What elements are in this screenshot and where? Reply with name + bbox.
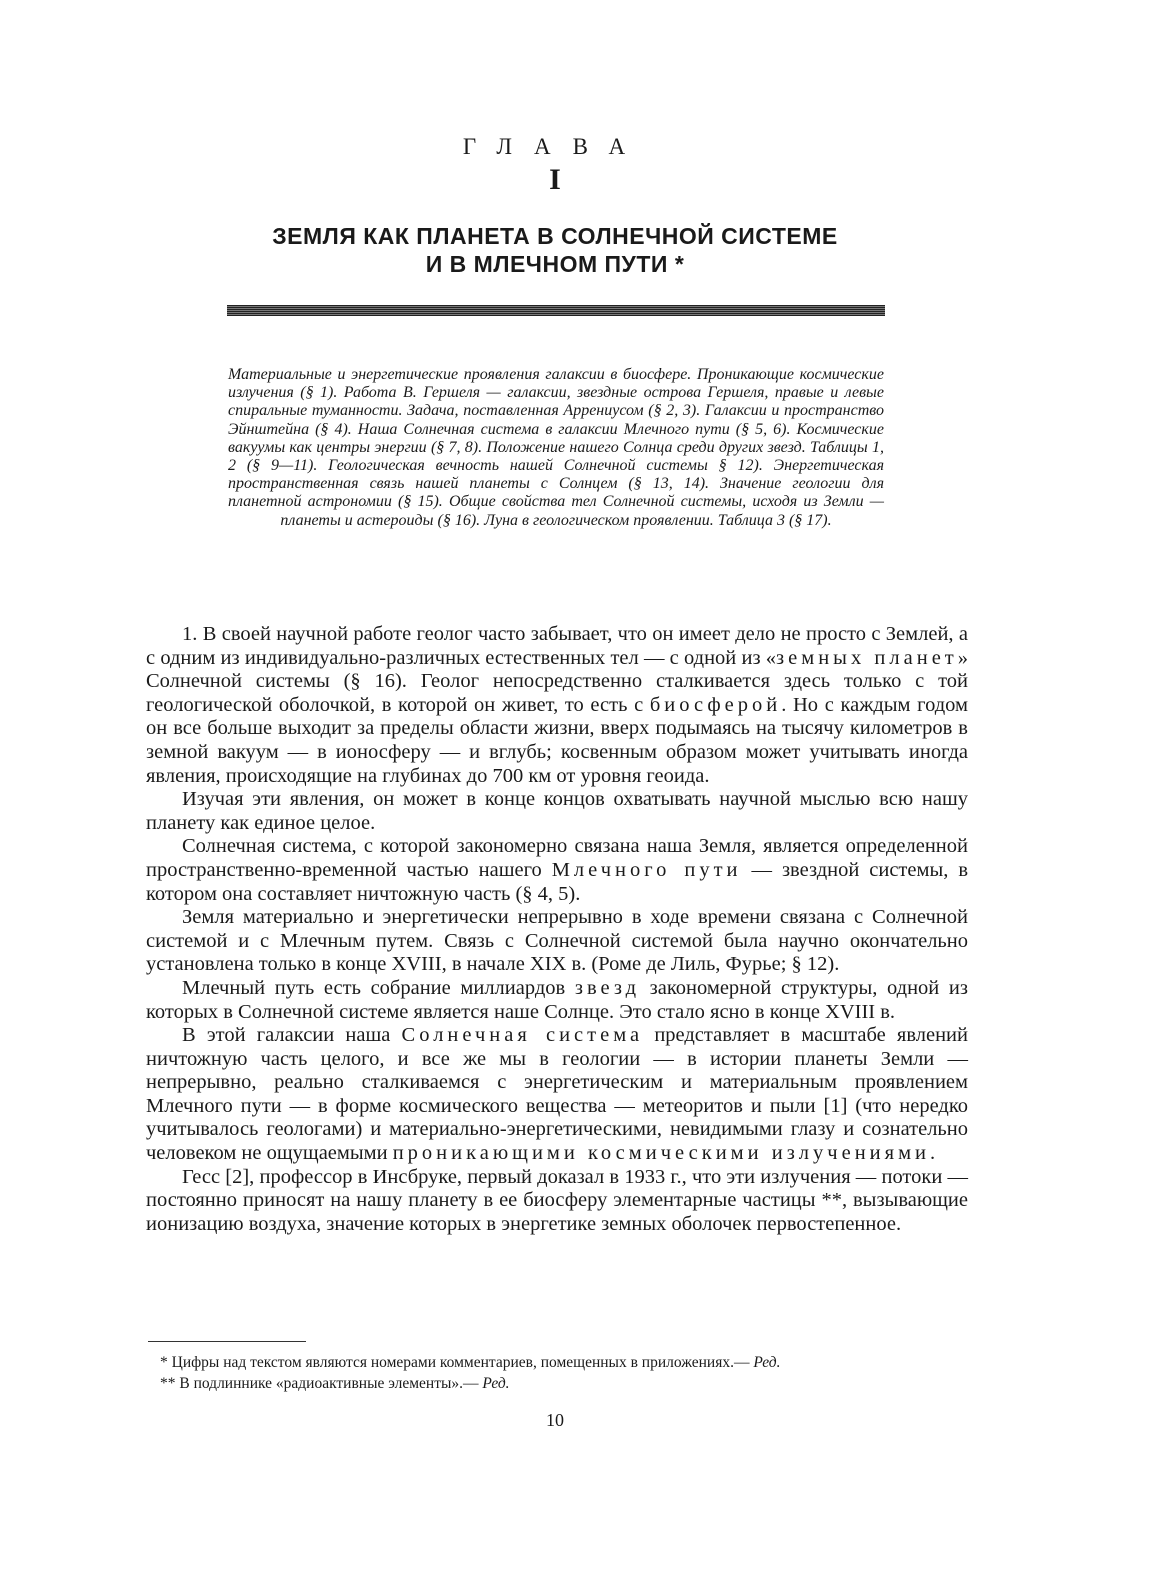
paragraph-6: В этой галаксии наша Солнечная система представляет в масштабе явлений ничтожную часть целого, и все же мы в геологии — в истории планеты Земли — непрерывно, реально сталкиваемся с энергетическим и материальным проявлением Млечного пути — в форме космического вещества — метеоритов и пыли [1] (что нередко учитывалось геологами) и материально-энергетическими, невидимыми глазу и сознательно человеком не ощущаемыми проникающими космическими излучениями. [146,1024,968,1165]
footnotes [146,1352,968,1394]
page-number: 10 [546,1410,564,1430]
paragraph-4: Земля материально и энергетически непрерывно в ходе времени связана с Солнечной системой и с Млечным путем. Связь с Солнечной системой была научно окончательно установлена только в конце XVIII, в начале XIX в. (Роме де Лиль, Фурье; § 12). [146,906,968,976]
footnote-2: ** В подлиннике «радиоактивные элементы».— Ред. [160,1375,510,1392]
paragraph-7: Гесс [2], профессор в Инсбруке, первый доказал в 1933 г., что эти излучения — потоки — постоянно приносят на нашу планету в ее биосферу элементарные частицы **, вызывающие ионизацию воздуха, значение которых в энергетике земных оболочек первостепенное. [146,1165,968,1235]
chapter-label: ГЛАВА [462,134,648,159]
paragraph-5: Млечный путь есть собрание миллиардов звезд закономерной структуры, одной из которых в Солнечной системе является наше Солнце. Это стало ясно в конце XVIII в. [146,976,968,1023]
chapter-title-line-2: И В МЛЕЧНОМ ПУТИ * [425,251,685,277]
chapter-title-line-1: ЗЕМЛЯ КАК ПЛАНЕТА В СОЛНЕЧНОЙ СИСТЕМЕ [272,223,838,249]
footnote-1: * Цифры над текстом являются номерами комментариев, помещенных в приложениях.— Ред. [160,1354,781,1371]
paragraph-3: Солнечная система, с которой закономерно связана наша Земля, является определенной пространственно-временной частью нашего Млечного пути — звездной системы, в котором она составляет ничтожную часть (§ 4, 5). [146,835,968,905]
chapter-title [0,222,1110,278]
paragraph-1: 1. В своей научной работе геолог часто забывает, что он имеет дело не просто с Землей, а с одним из индивидуально-различных естественных тел — с одной из «земных планет» Солнечной системы (§ 16). Геолог непосредственно сталкивается здесь только с той геологической оболочкой, в которой он живет, то есть с биосферой. Но с каждым годом он все больше выходит за пределы области жизни, вверх подымаясь на тысячу километров в земной вакуум — в ионосферу — и вглубь; косвенным образом может учитывать иногда явления, происходящие на глубинах до 700 км от уровня геоида. [146,623,969,787]
footnote-divider [148,1341,306,1342]
body-text [146,623,968,1236]
title-divider [227,305,885,316]
paragraph-2: Изучая эти явления, он может в конце концов охватывать научной мыслью всю нашу планету как единое целое. [146,788,968,834]
chapter-summary: Материальные и энергетические проявления галаксии в биосфере. Проникающие космические излучения (§ 1). Работа В. Гершеля — галаксии, звездные острова Гершеля, правые и левые спиральные туманности. Задача, поставленная Аррениусом (§ 2, 3). Галаксии и пространство Эйнштейна (§ 4). Наша Солнечная система в галаксии Млечного пути (§ 5, 6). Космические вакуумы как центры энергии (§ 7, 8). Положение нашего Солнца среди других звезд. Таблицы 1, 2 (§ 9—11). Геологическая вечность нашей Солнечной системы § 12). Энергетическая пространственная связь нашей планеты с Солнцем (§ 13, 14). Значение геологии для планетной астрономии (§ 15). Общие свойства тел Солнечной системы, исходя из Земли — планеты и астероиды (§ 16). Луна в геологическом проявлении. Таблица 3 (§ 17). [228,366,884,529]
chapter-number: I [549,163,561,196]
